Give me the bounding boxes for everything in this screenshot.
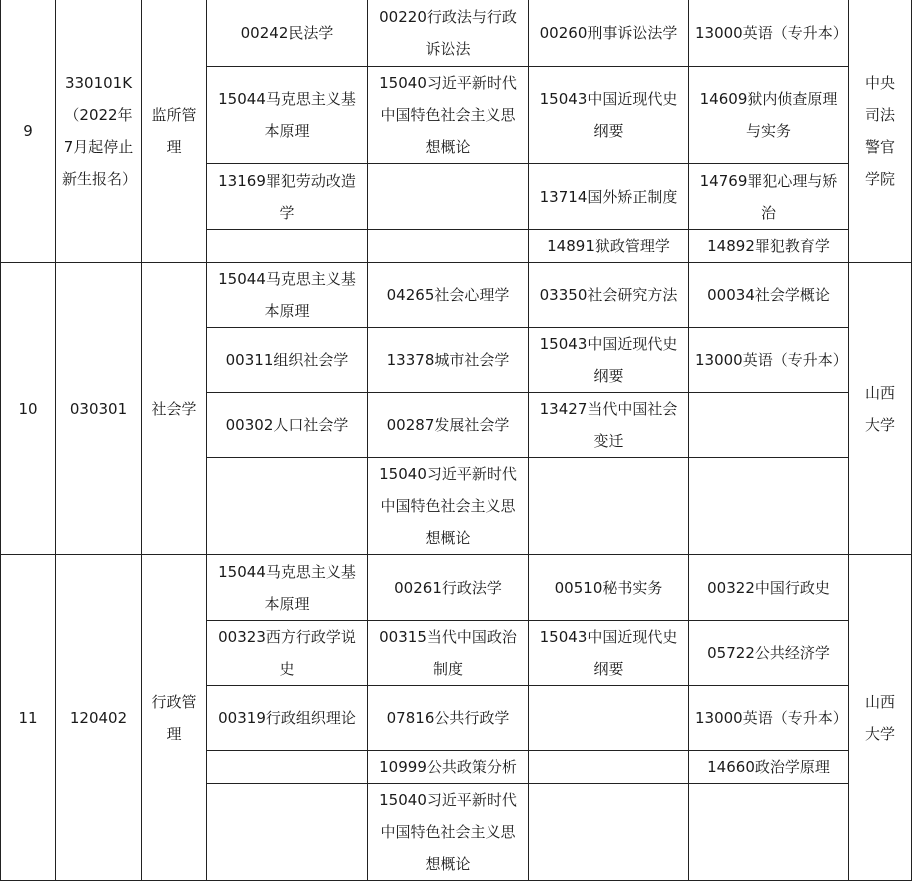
course-cell: 13427当代中国社会变迁 xyxy=(529,393,689,458)
table-row xyxy=(1,555,912,621)
course-cell: 15040习近平新时代中国特色社会主义思想概论 xyxy=(368,784,529,881)
course-cell: 13714国外矫正制度 xyxy=(529,164,689,230)
row-number: 10 xyxy=(1,263,56,555)
course-cell: 00319行政组织理论 xyxy=(207,686,368,751)
university-name: 山西大学 xyxy=(849,555,912,881)
course-cell: 00302人口社会学 xyxy=(207,393,368,458)
course-cell xyxy=(207,458,368,555)
course-cell: 00287发展社会学 xyxy=(368,393,529,458)
course-cell: 13378城市社会学 xyxy=(368,328,529,393)
course-cell: 00220行政法与行政诉讼法 xyxy=(368,0,529,67)
course-cell: 05722公共经济学 xyxy=(689,621,849,686)
major-name: 行政管理 xyxy=(142,555,207,881)
course-cell: 00261行政法学 xyxy=(368,555,529,621)
course-cell: 00315当代中国政治制度 xyxy=(368,621,529,686)
course-cell xyxy=(529,751,689,784)
course-cell xyxy=(207,751,368,784)
course-cell: 03350社会研究方法 xyxy=(529,263,689,328)
course-cell: 15044马克思主义基本原理 xyxy=(207,67,368,164)
course-cell: 15044马克思主义基本原理 xyxy=(207,263,368,328)
course-cell: 13000英语（专升本） xyxy=(689,686,849,751)
course-cell: 00323西方行政学说史 xyxy=(207,621,368,686)
course-cell: 07816公共行政学 xyxy=(368,686,529,751)
course-cell xyxy=(689,784,849,881)
course-cell: 00510秘书实务 xyxy=(529,555,689,621)
course-cell: 00311组织社会学 xyxy=(207,328,368,393)
major-code: 030301 xyxy=(56,263,142,555)
course-cell: 15043中国近现代史纲要 xyxy=(529,621,689,686)
course-cell: 14609狱内侦查原理与实务 xyxy=(689,67,849,164)
row-number: 11 xyxy=(1,555,56,881)
course-cell: 15043中国近现代史纲要 xyxy=(529,328,689,393)
university-name: 中央司法警官学院 xyxy=(849,0,912,263)
course-cell: 04265社会心理学 xyxy=(368,263,529,328)
table-row xyxy=(1,0,912,67)
course-cell: 13000英语（专升本） xyxy=(689,0,849,67)
major-name: 监所管理 xyxy=(142,0,207,263)
major-code: 120402 xyxy=(56,555,142,881)
course-cell: 00322中国行政史 xyxy=(689,555,849,621)
course-cell: 14769罪犯心理与矫治 xyxy=(689,164,849,230)
course-cell xyxy=(368,230,529,263)
course-cell xyxy=(689,393,849,458)
course-cell: 13169罪犯劳动改造学 xyxy=(207,164,368,230)
course-cell: 14891狱政管理学 xyxy=(529,230,689,263)
course-cell xyxy=(368,164,529,230)
course-cell: 00242民法学 xyxy=(207,0,368,67)
course-cell: 15040习近平新时代中国特色社会主义思想概论 xyxy=(368,458,529,555)
course-cell xyxy=(207,784,368,881)
course-cell xyxy=(529,686,689,751)
course-cell: 00260刑事诉讼法学 xyxy=(529,0,689,67)
course-cell xyxy=(689,458,849,555)
course-cell: 14892罪犯教育学 xyxy=(689,230,849,263)
course-cell: 15040习近平新时代中国特色社会主义思想概论 xyxy=(368,67,529,164)
course-cell xyxy=(207,230,368,263)
course-cell xyxy=(529,784,689,881)
course-cell: 10999公共政策分析 xyxy=(368,751,529,784)
university-name: 山西大学 xyxy=(849,263,912,555)
course-cell xyxy=(529,458,689,555)
course-cell: 13000英语（专升本） xyxy=(689,328,849,393)
course-cell: 15044马克思主义基本原理 xyxy=(207,555,368,621)
major-name: 社会学 xyxy=(142,263,207,555)
course-cell: 14660政治学原理 xyxy=(689,751,849,784)
major-code: 330101K（2022年7月起停止新生报名） xyxy=(56,0,142,263)
table-row xyxy=(1,263,912,328)
course-cell: 15043中国近现代史纲要 xyxy=(529,67,689,164)
course-cell: 00034社会学概论 xyxy=(689,263,849,328)
row-number: 9 xyxy=(1,0,56,263)
